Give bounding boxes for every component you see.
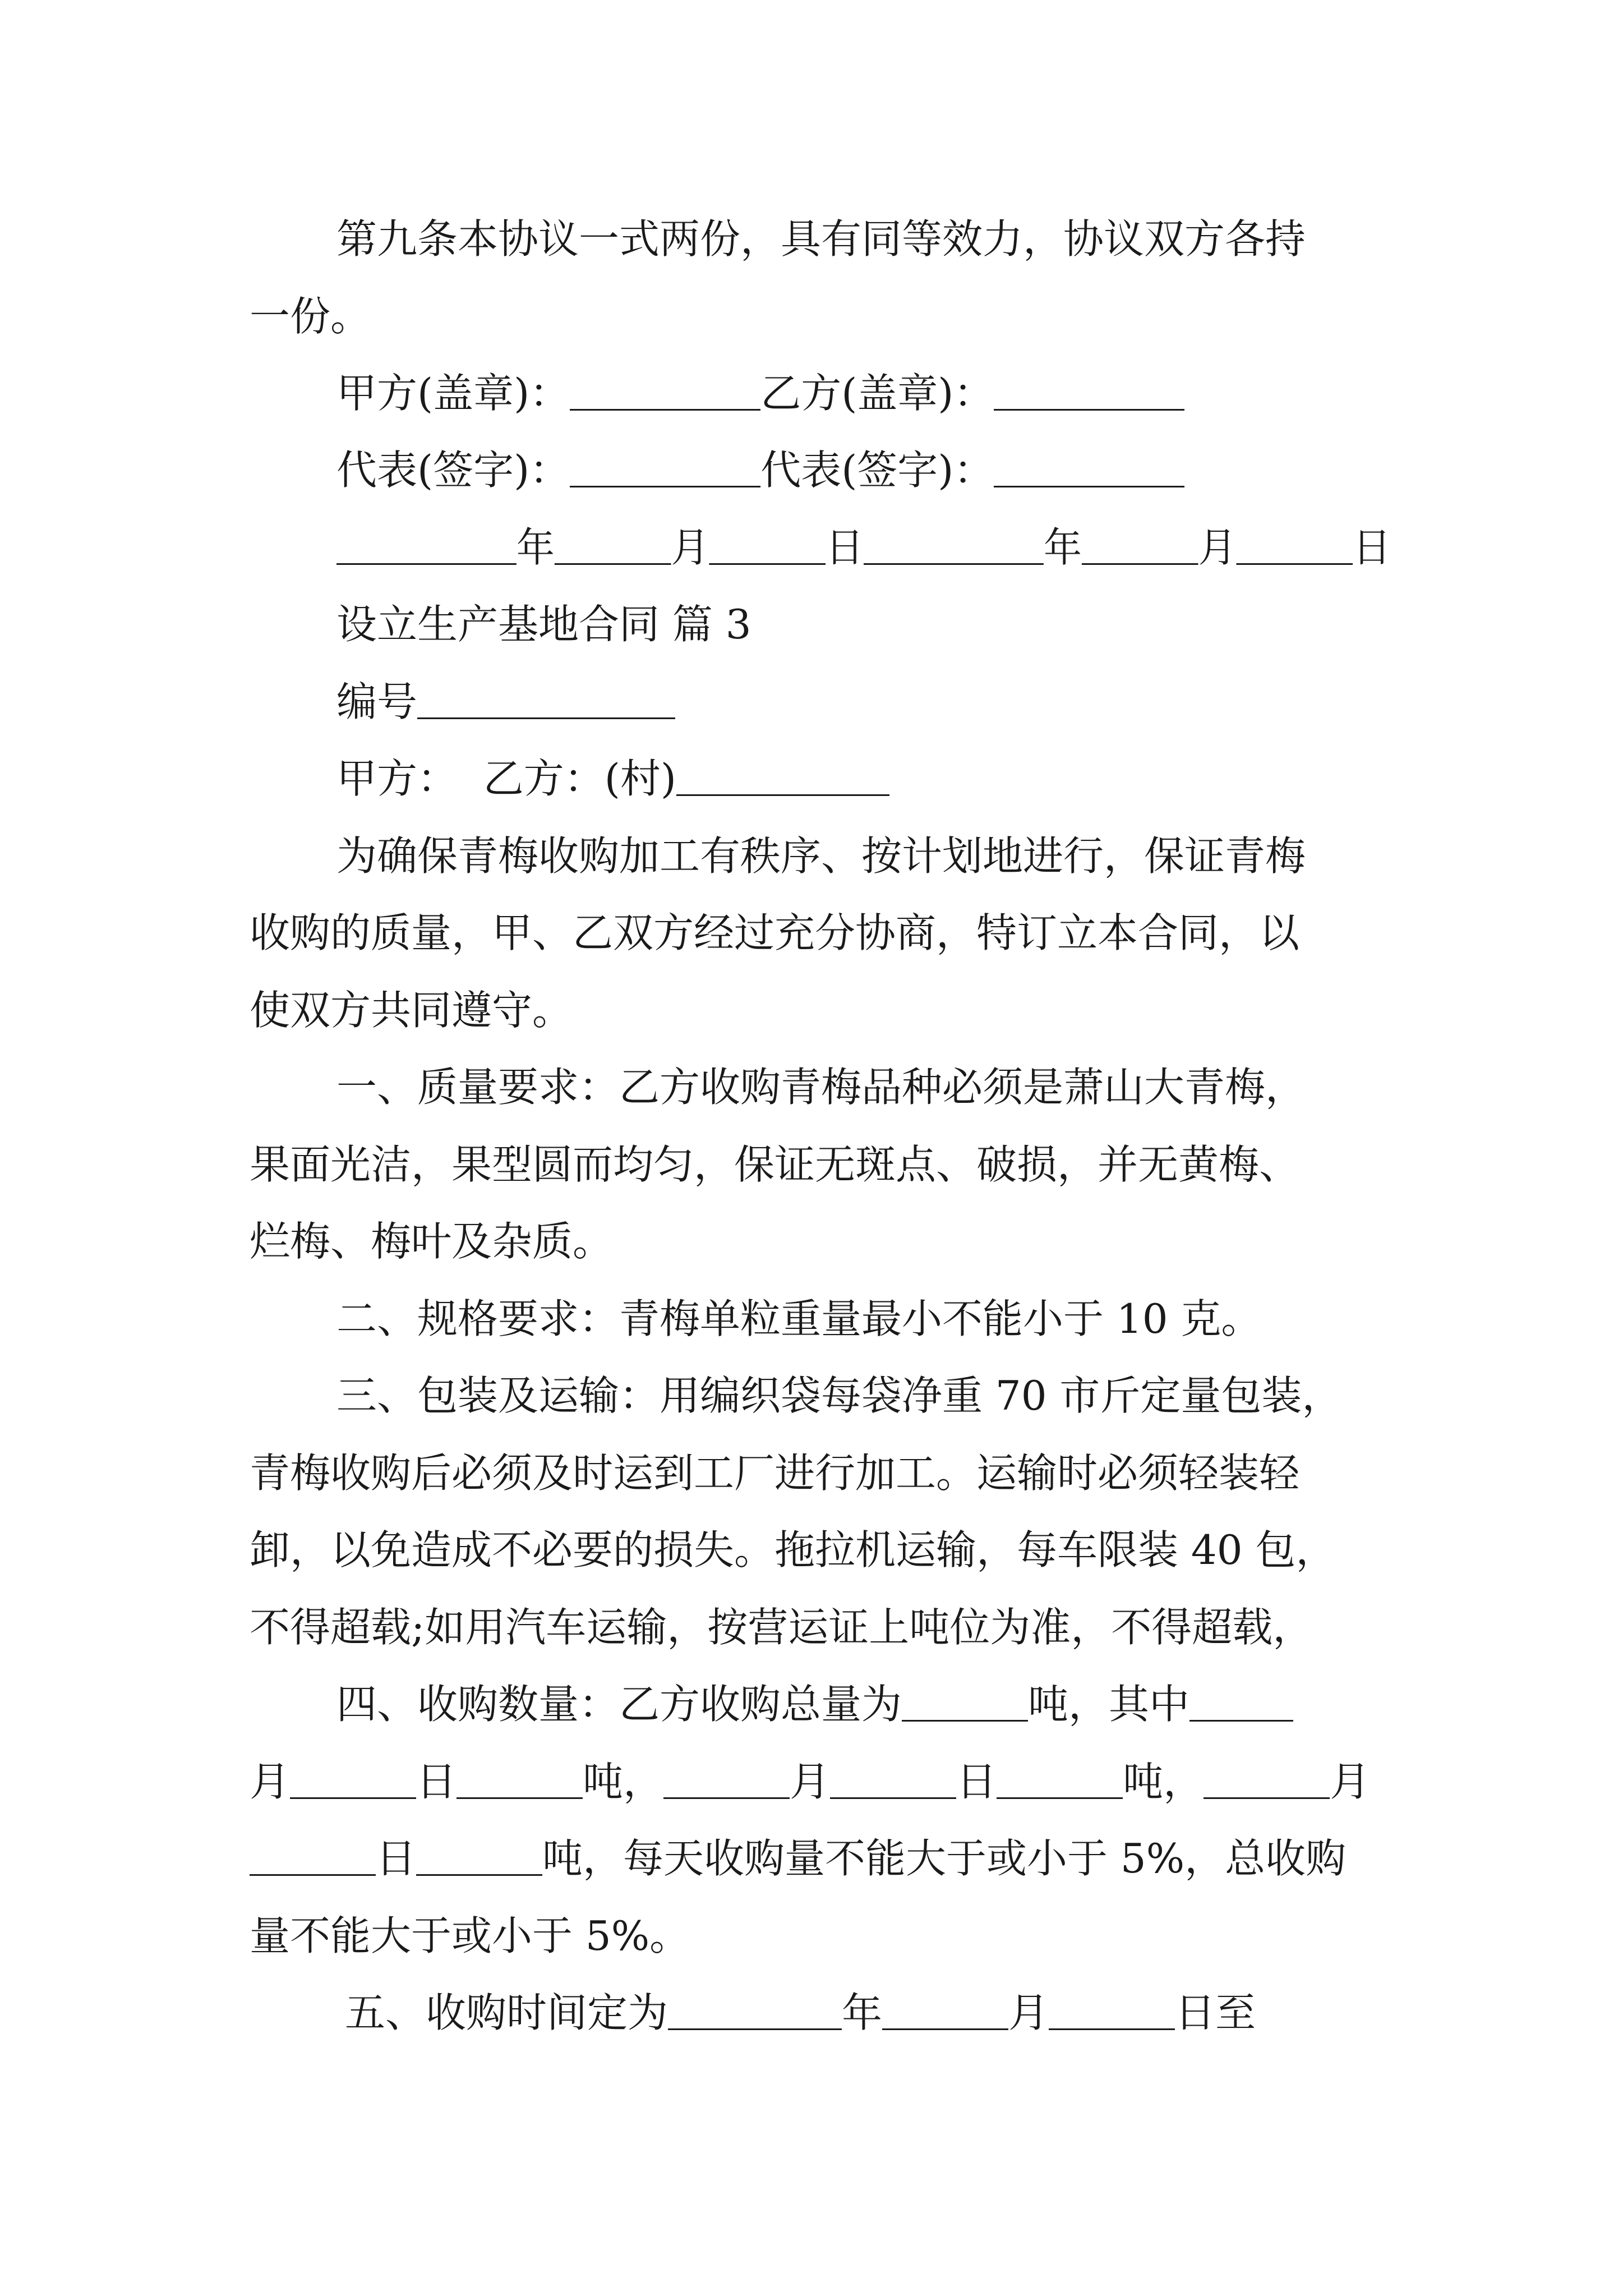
- blank-underline: [902, 1685, 1028, 1722]
- blank-underline: [570, 451, 760, 487]
- text-segment: 甲方(盖章)：: [336, 370, 570, 417]
- text-segment: 三、包装及运输：用编织袋每袋净重 70 市斤定量包装，: [336, 1372, 1343, 1419]
- text-segment: 四、收购数量：乙方收购总量为: [336, 1681, 902, 1728]
- text-segment: 吨，: [583, 1758, 664, 1805]
- blank-underline: [250, 1839, 376, 1876]
- blank-underline: [416, 1839, 542, 1876]
- text-line: [336, 832, 1306, 880]
- blank-underline: [290, 1763, 416, 1799]
- text-segment: 二、规格要求：青梅单粒重量最小不能小于 10 克。: [336, 1295, 1262, 1342]
- text-segment: 月: [1008, 1989, 1049, 2036]
- text-line: [250, 293, 371, 340]
- text-segment: 代表(签字)：: [336, 447, 570, 494]
- text-segment: 青梅收购后必须及时运到工厂进行加工。运输时必须轻装轻: [250, 1450, 1300, 1497]
- text-line: [336, 678, 675, 725]
- text-line: [250, 1912, 690, 1959]
- text-segment: 年: [1043, 524, 1082, 571]
- blank-underline: [994, 374, 1184, 411]
- text-segment: 设立生产基地合同 篇 3: [336, 601, 751, 648]
- blank-underline: [882, 1994, 1008, 2030]
- text-line: [336, 215, 1306, 263]
- text-segment: 月: [250, 1758, 291, 1805]
- text-line: [336, 1295, 1262, 1342]
- text-segment: 果面光洁，果型圆而均匀，保证无斑点、破损，并无黄梅、: [250, 1141, 1300, 1188]
- blank-underline: [1082, 528, 1198, 565]
- text-line: [250, 987, 573, 1034]
- text-line: [250, 1526, 1336, 1573]
- blank-underline: [668, 1994, 842, 2030]
- text-line: [250, 1758, 1371, 1805]
- text-segment: 一份。: [250, 293, 371, 340]
- blank-underline: [676, 760, 889, 796]
- text-segment: 量不能大于或小于 5%。: [250, 1912, 690, 1959]
- text-line: [250, 1218, 614, 1265]
- text-line: [336, 1064, 1306, 1111]
- text-line: [336, 370, 1184, 417]
- text-segment: 日至: [1175, 1989, 1256, 2036]
- text-segment: 甲方： 乙方：(村): [336, 755, 676, 802]
- text-segment: 代表(签字)：: [760, 447, 994, 494]
- text-segment: 年: [516, 524, 555, 571]
- text-segment: 烂梅、梅叶及杂质。: [250, 1218, 614, 1265]
- text-segment: 月: [1198, 524, 1237, 571]
- text-segment: 日: [416, 1758, 457, 1805]
- text-segment: 日: [826, 524, 864, 571]
- text-segment: 乙方(盖章)：: [760, 370, 994, 417]
- text-segment: 不得超载;如用汽车运输，按营运证上吨位为准，不得超载，: [250, 1604, 1313, 1651]
- blank-underline: [864, 528, 1044, 565]
- blank-underline: [997, 1763, 1123, 1799]
- text-line: [250, 1835, 1347, 1882]
- text-line: [250, 909, 1300, 956]
- text-line: [250, 1450, 1300, 1497]
- text-segment: 月: [1330, 1758, 1371, 1805]
- text-segment: 卸，以免造成不必要的损失。拖拉机运输，每车限装 40 包，: [250, 1526, 1336, 1573]
- text-segment: 年: [842, 1989, 883, 2036]
- text-segment: 第九条本协议一式两份，具有同等效力，协议双方各持: [336, 215, 1306, 263]
- text-line: [336, 447, 1184, 494]
- text-line: [250, 1141, 1300, 1188]
- text-segment: 日: [1353, 524, 1391, 571]
- blank-underline: [663, 1763, 790, 1799]
- text-line: [336, 755, 889, 802]
- blank-underline: [830, 1763, 956, 1799]
- text-segment: 月: [671, 524, 709, 571]
- text-line: [250, 1604, 1313, 1651]
- blank-underline: [709, 528, 826, 565]
- text-segment: 日: [376, 1835, 417, 1882]
- text-line: [336, 1681, 1293, 1728]
- text-segment: 五、收购时间定为: [345, 1989, 668, 2036]
- text-line: [336, 1372, 1343, 1419]
- text-segment: 吨，每天收购量不能大于或小于 5%，总收购: [542, 1835, 1347, 1882]
- text-line: [336, 601, 751, 648]
- text-segment: 月: [790, 1758, 831, 1805]
- blank-underline: [994, 451, 1184, 487]
- blank-underline: [1189, 1685, 1293, 1722]
- text-segment: 为确保青梅收购加工有秩序、按计划地进行，保证青梅: [336, 832, 1306, 880]
- text-segment: 吨，: [1123, 1758, 1204, 1805]
- blank-underline: [1049, 1994, 1175, 2030]
- text-segment: 编号: [336, 678, 418, 725]
- text-segment: 吨，其中: [1028, 1681, 1190, 1728]
- text-segment: 日: [956, 1758, 997, 1805]
- blank-underline: [336, 528, 517, 565]
- blank-underline: [570, 374, 760, 411]
- blank-underline: [555, 528, 671, 565]
- blank-underline: [1204, 1763, 1330, 1799]
- text-segment: 使双方共同遵守。: [250, 987, 573, 1034]
- text-segment: 收购的质量，甲、乙双方经过充分协商，特订立本合同，以: [250, 909, 1300, 956]
- blank-underline: [457, 1763, 583, 1799]
- blank-underline: [1237, 528, 1353, 565]
- text-line: [345, 1989, 1256, 2036]
- text-line: [336, 524, 1391, 571]
- blank-underline: [417, 683, 675, 719]
- text-segment: 一、质量要求：乙方收购青梅品种必须是萧山大青梅，: [336, 1064, 1306, 1111]
